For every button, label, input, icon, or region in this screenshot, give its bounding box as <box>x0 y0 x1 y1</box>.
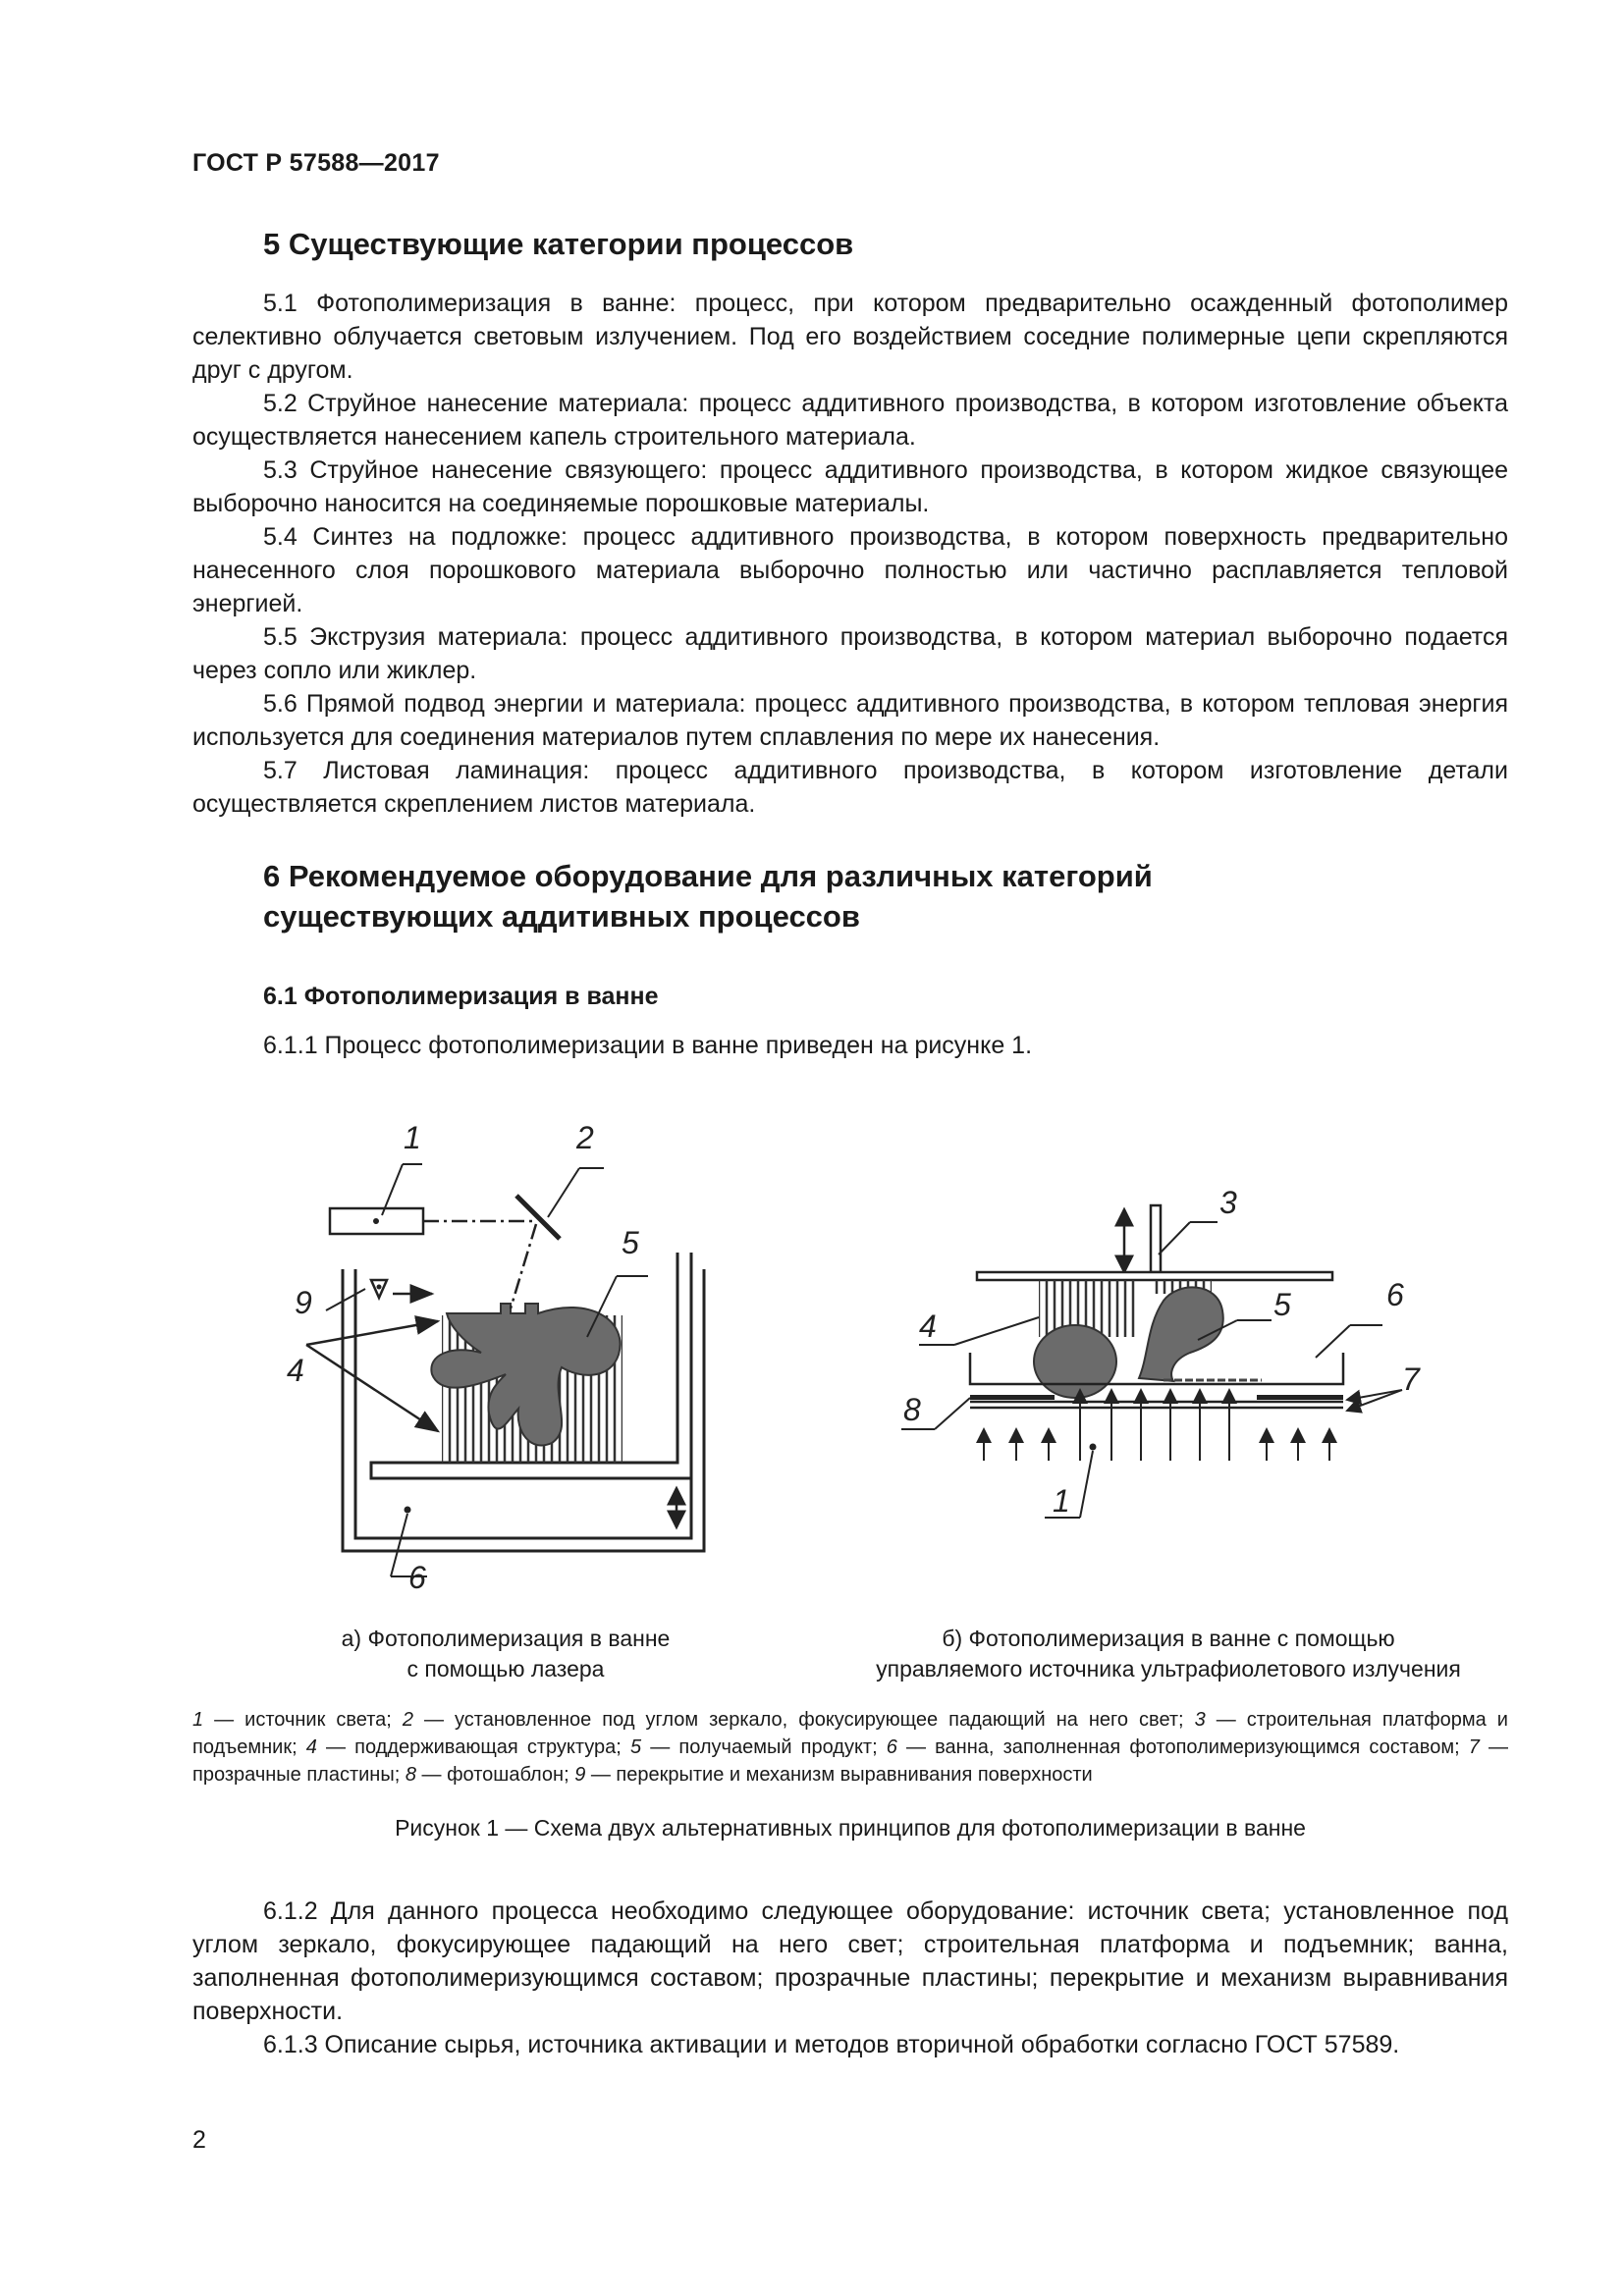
leader-4-upper <box>306 1321 438 1345</box>
legend-text-2: — установленное под углом зеркало, фокусирующее падающий на него свет; <box>412 1709 1195 1731</box>
section-6-title-line-1: 6 Рекомендуемое оборудование для различных категорий <box>263 859 1153 893</box>
laser-beam-down <box>511 1224 536 1308</box>
legend-text-9: — перекрытие и механизм выравнивания поверхности <box>585 1764 1093 1786</box>
legend-text-1: — источник света; <box>203 1709 403 1731</box>
page-number: 2 <box>192 2126 206 2154</box>
label-a-2: 2 <box>576 1120 594 1155</box>
legend-num-4: 4 <box>305 1736 317 1758</box>
legend-num-1: 1 <box>192 1709 204 1731</box>
label-a-6: 6 <box>408 1560 426 1595</box>
section-6-title-line-2: существующих аддитивных процессов <box>263 899 860 934</box>
legend-text-7: — прозрачные пластины; <box>192 1736 1509 1786</box>
photomask-left <box>970 1395 1055 1400</box>
section-6-1-body <box>192 1895 1508 2061</box>
figure-1-diagram <box>0 1099 1624 1610</box>
legend-num-9: 9 <box>574 1764 586 1786</box>
paragraph-5-4: 5.4 Синтез на подложке: процесс аддитивного производства, в котором поверхность предварительно нанесенного слоя порошкового материала выборочно полностью или частично расплавляется тепловой энергией. <box>192 523 1508 617</box>
caption-b-line-2: управляемого источника ультрафиолетового излучения <box>876 1656 1461 1682</box>
leader-6-b <box>1316 1325 1350 1358</box>
label-b-6: 6 <box>1386 1277 1404 1312</box>
paragraph-6-1-3: 6.1.3 Описание сырья, источника активации и методов вторичной обработки согласно ГОСТ 57589. <box>263 2031 1400 2058</box>
paragraph-5-1: 5.1 Фотополимеризация в ванне: процесс, при котором предварительно осажденный фотополимер селективно облучается световым излучением. Под его воздействием соседние полимерные цепи скрепляются друг с другом. <box>192 290 1508 384</box>
leader-7-lower <box>1347 1390 1402 1411</box>
product-part-b1 <box>1034 1325 1116 1398</box>
leader-8 <box>935 1398 970 1429</box>
leader-6-a <box>391 1514 407 1576</box>
leader-4-lower <box>306 1345 438 1431</box>
paragraph-5-2: 5.2 Струйное нанесение материала: процесс аддитивного производства, в котором изготовление объекта осуществляется нанесением капель строительного материала. <box>192 390 1508 451</box>
figure-legend <box>192 1706 1508 1789</box>
legend-num-2: 2 <box>402 1709 413 1731</box>
label-b-8: 8 <box>903 1392 921 1427</box>
label-a-4: 4 <box>287 1353 304 1388</box>
legend-num-3: 3 <box>1194 1709 1206 1731</box>
document-code-header: ГОСТ Р 57588—2017 <box>192 149 440 177</box>
paragraph-5-6: 5.6 Прямой подвод энергии и материала: процесс аддитивного производства, в котором тепловая энергия используется для соединения материалов путем сплавления по мере их нанесения. <box>192 690 1508 751</box>
legend-num-5: 5 <box>630 1736 642 1758</box>
legend-num-8: 8 <box>405 1764 416 1786</box>
subsection-6-1-title: 6.1 Фотополимеризация в ванне <box>263 983 659 1010</box>
legend-text-3: — строительная платформа и подъемник; <box>192 1709 1508 1758</box>
mirror <box>516 1196 560 1239</box>
caption-b <box>805 1624 1532 1684</box>
photomask-right <box>1257 1395 1343 1400</box>
section-5-body <box>192 287 1508 821</box>
lift-rod <box>1151 1205 1161 1272</box>
legend-text-5: — получаемый продукт; <box>641 1736 887 1758</box>
leader-3 <box>1159 1222 1190 1255</box>
legend-text-4: — поддерживающая структура; <box>316 1736 630 1758</box>
paragraph-6-1-2: 6.1.2 Для данного процесса необходимо следующее оборудование: источник света; установленное под углом зеркало, фокусирующее падающий на него свет; строительная платформа и подъемник; ванна, заполненная фотополимеризующимся составом; прозрачные пластины; перекрытие и механизм выравнивания поверхности. <box>192 1897 1508 2025</box>
section-6-title <box>263 856 1153 936</box>
label-b-7: 7 <box>1402 1362 1420 1397</box>
label-a-5: 5 <box>622 1225 639 1260</box>
label-b-5: 5 <box>1273 1287 1291 1322</box>
label-a-1: 1 <box>404 1120 421 1155</box>
label-a-9: 9 <box>295 1285 312 1320</box>
figure-1-title: Рисунок 1 — Схема двух альтернативных принципов для фотополимеризации в ванне <box>395 1815 1306 1841</box>
section-5-title: 5 Существующие категории процессов <box>263 227 854 261</box>
paragraph-6-1-1-block <box>192 1029 1508 1062</box>
figure-a-laser <box>287 1120 704 1595</box>
legend-text-6: — ванна, заполненная фотополимеризующимся составом; <box>896 1736 1469 1758</box>
caption-a-line-1: а) Фотополимеризация в ванне <box>341 1626 671 1651</box>
label-b-3: 3 <box>1219 1185 1237 1220</box>
paragraph-5-3: 5.3 Струйное нанесение связующего: процесс аддитивного производства, в котором жидкое связующее выборочно наносится на соединяемые порошковые материалы. <box>192 456 1508 517</box>
build-platform-b <box>977 1272 1332 1280</box>
label-b-4: 4 <box>919 1308 937 1344</box>
label-b-1: 1 <box>1053 1483 1070 1519</box>
legend-num-7: 7 <box>1468 1736 1480 1758</box>
leader-9 <box>326 1289 365 1310</box>
leader-1-b <box>1080 1451 1093 1518</box>
caption-b-line-1: б) Фотополимеризация в ванне с помощью <box>942 1626 1395 1651</box>
leader-7-upper <box>1347 1390 1402 1400</box>
paragraph-6-1-1: 6.1.1 Процесс фотополимеризации в ванне приведен на рисунке 1. <box>263 1032 1033 1059</box>
leader-2 <box>548 1168 579 1217</box>
legend-num-6: 6 <box>886 1736 897 1758</box>
leader-4-b <box>954 1317 1039 1345</box>
figure-b-uv <box>901 1185 1421 1519</box>
paragraph-5-7: 5.7 Листовая ламинация: процесс аддитивного производства, в котором изготовление детали осуществляется скреплением листов материала. <box>192 757 1508 818</box>
light-source-dot <box>373 1218 379 1224</box>
caption-a-line-2: с помощью лазера <box>406 1656 605 1682</box>
caption-a <box>295 1624 717 1684</box>
paragraph-5-5: 5.5 Экструзия материала: процесс аддитивного производства, в котором материал выборочно подается через сопло или жиклер. <box>192 623 1508 684</box>
legend-text-8: — фотошаблон; <box>415 1764 575 1786</box>
